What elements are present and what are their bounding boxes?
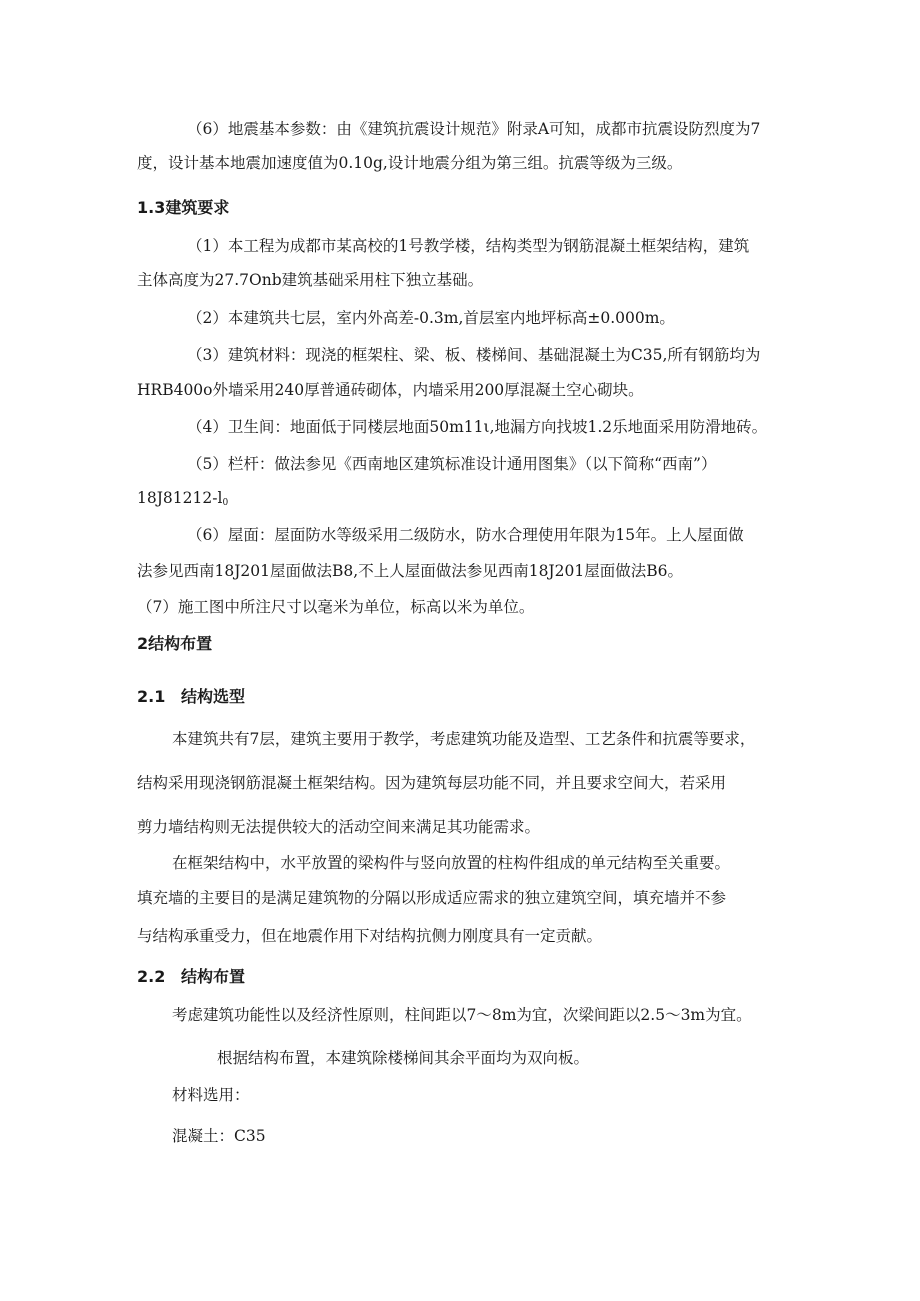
selection-para2-line-3: 与结构承重受力，但在地震作用下对结构抗侧力刚度具有一定贡献。: [137, 927, 603, 945]
selection-para1-line-1: 本建筑共有7层，建筑主要用于教学，考虑建筑功能及造型、工艺条件和抗震等要求，: [172, 730, 756, 748]
layout-para2: 根据结构布置，本建筑除楼梯间其余平面均为双向板。: [217, 1049, 590, 1067]
selection-para1-line-3: 剪力墙结构则无法提供较大的活动空间来满足其功能需求。: [137, 818, 541, 836]
heading-2-1-number: 2.1: [137, 687, 166, 706]
req-6-line-2: 法参见西南18J201屋面做法B8,不上人屋面做法参见西南18J201屋面做法B6。: [137, 562, 683, 580]
req-1-line-2: 主体高度为27.7Onb建筑基础采用柱下独立基础。: [137, 271, 484, 289]
req-5-code-main: 18J81212-l: [137, 489, 223, 507]
req-5-line-1: （5）栏杆：做法参见《西南地区建筑标准设计通用图集》（以下简称“西南”）: [187, 455, 717, 473]
req-5-code-subscript: 0: [222, 498, 229, 508]
heading-2-2-number: 2.2: [137, 967, 166, 986]
materials-label: 材料选用：: [172, 1086, 250, 1104]
selection-para1-line-2: 结构采用现浇钢筋混凝土框架结构。因为建筑每层功能不同，并且要求空间大，若采用: [137, 774, 727, 792]
heading-2-1: [137, 687, 245, 707]
heading-1-3: 1.3建筑要求: [137, 198, 230, 217]
req-4-line-1: （4）卫生间：地面低于同楼层地面50m11ι,地漏方向找坡1.2乐地面采用防滑地砖。: [187, 418, 768, 436]
req-6-line-1: （6）屋面：屋面防水等级采用二级防水，防水合理使用年限为15年。上人屋面做: [187, 526, 744, 544]
selection-para2-line-1: 在框架结构中，水平放置的梁构件与竖向放置的柱构件组成的单元结构至关重要。: [172, 854, 731, 872]
seismic-params-line-1: （6）地震基本参数：由《建筑抗震设计规范》附录A可知，成都市抗震设防烈度为7: [187, 120, 761, 138]
seismic-params-line-2: 度，设计基本地震加速度值为0.10g,设计地震分组为第三组。抗震等级为三级。: [137, 154, 683, 172]
selection-para2-line-2: 填充墙的主要目的是满足建筑物的分隔以形成适应需求的独立建筑空间，填充墙并不参: [137, 889, 727, 907]
req-2-line-1: （2）本建筑共七层，室内外高差-0.3m,首层室内地坪标高±0.000m。: [187, 309, 675, 327]
req-5-code: [137, 488, 228, 513]
req-7-line-1: （7）施工图中所注尺寸以毫米为单位，标高以米为单位。: [137, 598, 535, 616]
heading-2: 2结构布置: [137, 634, 213, 653]
req-1-line-1: （1）本工程为成都市某高校的1号教学楼，结构类型为钢筋混凝土框架结构，建筑: [187, 237, 750, 255]
heading-2-2-title: 结构布置: [181, 967, 246, 986]
heading-2-2: [137, 967, 245, 987]
concrete-grade: 混凝土：C35: [172, 1127, 266, 1145]
req-3-line-2: HRB400o外墙采用240厚普通砖砌体，内墙采用200厚混凝土空心砌块。: [137, 381, 644, 399]
req-3-line-1: （3）建筑材料：现浇的框架柱、梁、板、楼梯间、基础混凝土为C35,所有钢筋均为: [187, 346, 761, 364]
heading-2-1-title: 结构选型: [181, 687, 246, 706]
layout-para1: 考虑建筑功能性以及经济性原则，柱间距以7～8m为宜，次梁间距以2.5～3m为宜。: [172, 1006, 752, 1024]
